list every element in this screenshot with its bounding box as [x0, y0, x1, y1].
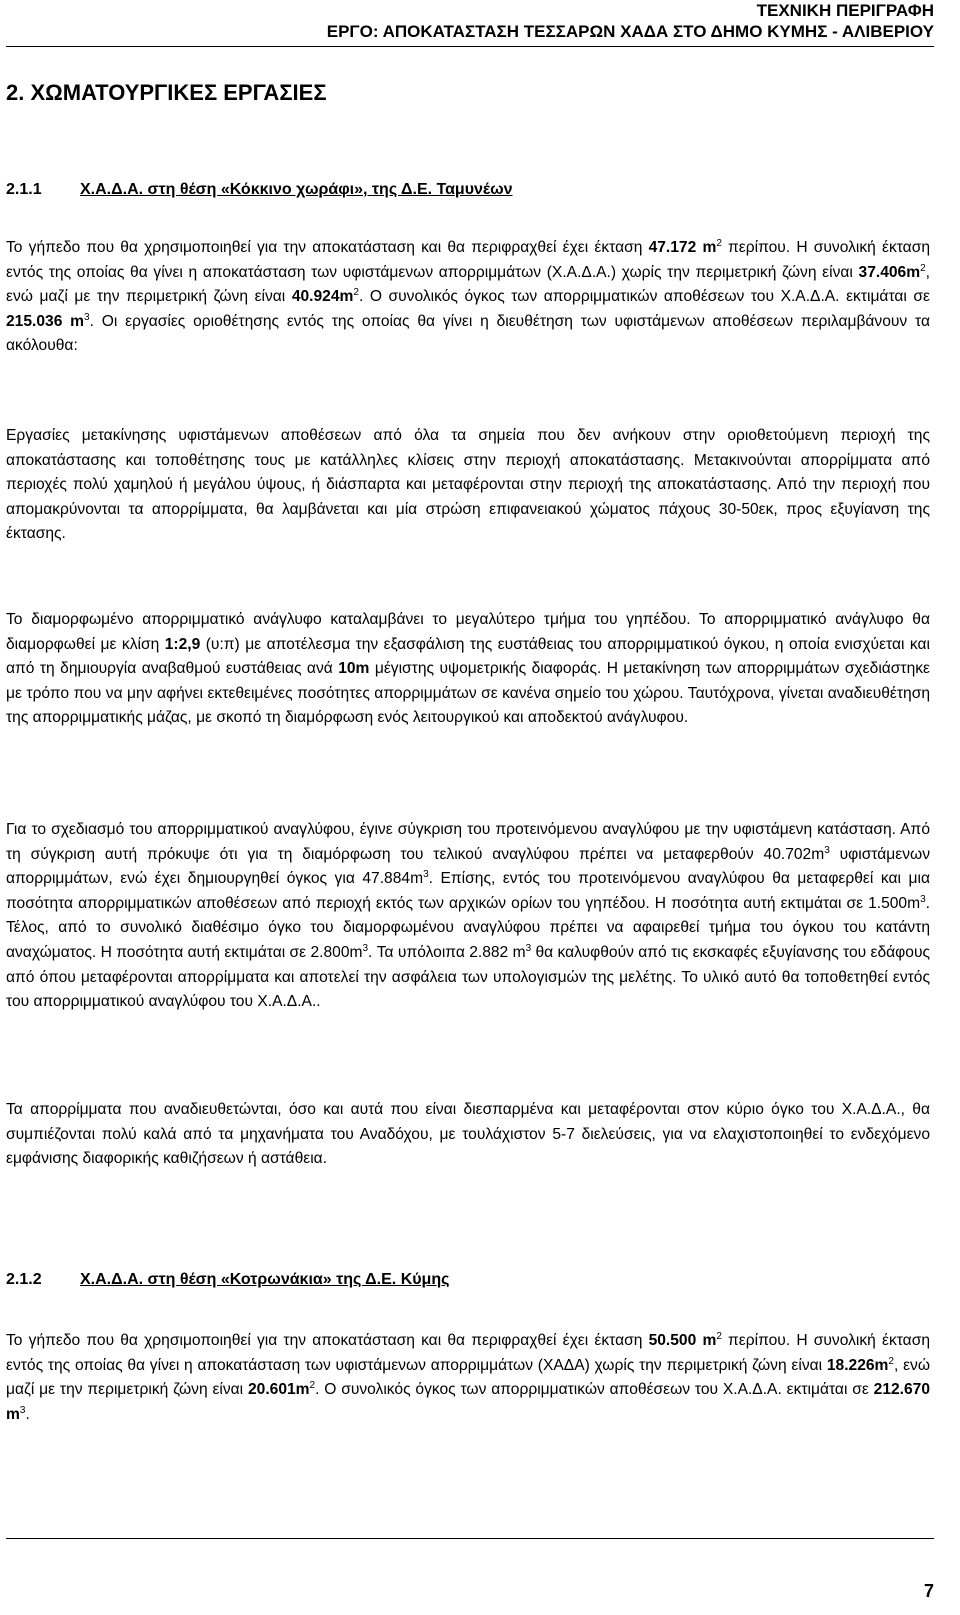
paragraph-site-area-2	[6, 1329, 930, 1427]
superscript: 2	[716, 238, 722, 249]
superscript: 3	[525, 942, 532, 954]
superscript: 2	[309, 1380, 316, 1392]
text-run: μέγιστης υψομετρικής διαφοράς. Η μετακίνηση των απορριμμάτων σχεδιάστηκε με τρόπο που να μην αφήνει εκτεθειμένες ποσότητες απορριμμάτων σε κανένα σημείο του χώρου. Ταυτόχρονα, γίνεται αναδιευθέτηση της απορριμματικής μάζας, με σκοπό τη διαμόρφωση ενός λειτουργικού και αποδεκτού ανάγλυφου.	[6, 660, 930, 727]
subsection-title: Χ.Α.Δ.Α. στη θέση «Κοτρωνάκια» της Δ.Ε. Κύμης	[80, 1271, 450, 1288]
text-run: περίπου. Η συνολική έκταση εντός της οποίας θα γίνει η αποκατάσταση των υφιστάμενων απορριμμάτων (ΧΑΔΑ) χωρίς την περιμετρική ζώνη είναι	[6, 1332, 930, 1374]
text-run: Το γήπεδο που θα χρησιμοποιηθεί για την αποκατάσταση και θα περιφραχθεί έχει έκταση	[6, 1332, 649, 1349]
area-value: 20.601m	[247, 1381, 310, 1399]
header-title: ΤΕΧΝΙΚΗ ΠΕΡΙΓΡΑΦΗ	[756, 1, 934, 20]
text-run: υφιστάμενων απορριμμάτων, ενώ έχει δημιουργηθεί όγκος για 47.884m	[6, 845, 930, 888]
text-run: , ενώ μαζί με την περιμετρική ζώνη είναι	[6, 263, 930, 306]
paragraph-site-area	[6, 236, 930, 359]
subsection-title: Χ.Α.Δ.Α. στη θέση «Κόκκινο χωράφι», της Δ.Ε. Ταμυνέων	[80, 181, 513, 198]
text-run: . Επίσης, εντός του προτεινόμενου αναγλύφου θα μεταφερθεί και μια ποσότητα απορριμματικών αποθέσεων από περιοχή εκτός των αρχικών ορίων του γηπέδου. Η ποσότητα αυτή εκτιμάται σε 1.500m	[6, 870, 930, 912]
footer-divider	[6, 1538, 934, 1539]
area-value: 40.924m	[291, 288, 354, 306]
subsection-heading-2-1-2	[6, 1270, 449, 1290]
paragraph-volume-comparison	[6, 818, 930, 1015]
area-value: 37.406m	[858, 263, 921, 281]
superscript: 2	[353, 287, 359, 299]
superscript: 3	[84, 311, 90, 323]
subsection-number: 2.1.2	[6, 1271, 42, 1288]
text-run: θα καλυφθούν από τις εκσκαφές εξυγίανσης του εδάφους από όπου μεταφέρονται απορρίμματα και αποτελεί την ασφάλεια των υπολογισμών της μελέτης. Το υλικό αυτό θα τοποθετηθεί εντός του απορριμματικού αναγλύφου του Χ.Α.Δ.Α..	[6, 943, 930, 1011]
superscript: 2	[920, 262, 926, 274]
page-header	[34, 0, 934, 42]
text-run: . Τέλος, από το συνολικό διαθέσιμο όγκο του διαμορφωμένου αναγλύφου πρέπει να αφαιρεθεί τμήμα του όγκου του κατάντη αναχώματος. Η ποσότητα αυτή εκτιμάται σε 2.800m	[6, 894, 930, 961]
text-run: περίπου. Η συνολική έκταση εντός της οποίας θα γίνει η αποκατάσταση των υφιστάμενων απορριμμάτων (Χ.Α.Δ.Α.) χωρίς την περιμετρική ζώνη είναι	[6, 239, 930, 281]
superscript: 3	[362, 942, 369, 954]
header-divider	[6, 46, 934, 47]
superscript: 2	[716, 1331, 722, 1342]
superscript: 3	[423, 869, 429, 881]
text-run: . Τα υπόλοιπα 2.882 m	[368, 943, 526, 961]
area-value: 47.172 m	[648, 239, 717, 256]
text-run: . Οι εργασίες οριοθέτησης εντός της οποίας θα γίνει η διευθέτηση των υφιστάμενων αποθέσεων περιλαμβάνουν τα ακόλουθα:	[6, 312, 930, 355]
text-run: Για το σχεδιασμό του απορριμματικού αναγλύφου, έγινε σύγκριση του προτεινόμενου αναγλύφου με την υφιστάμενη κατάσταση. Από τη σύγκριση αυτή πρόκυψε ότι για τη διαμόρφωση του τελικού αναγλύφου πρέπει να μεταφερθούν 40.702m	[6, 821, 930, 863]
header-project: ΕΡΓΟ: ΑΠΟΚΑΤΑΣΤΑΣΗ ΤΕΣΣΑΡΩΝ ΧΑΔΑ ΣΤΟ ΔΗΜΟ ΚΥΜΗΣ - ΑΛΙΒΕΡΙΟΥ	[326, 22, 934, 41]
area-value: 18.226m	[826, 1356, 889, 1374]
text-run: . Ο συνολικός όγκος των απορριμματικών αποθέσεων του Χ.Α.Δ.Α. εκτιμάται σε	[358, 288, 930, 306]
section-title: 2. ΧΩΜΑΤΟΥΡΓΙΚΕΣ ΕΡΓΑΣΙΕΣ	[6, 80, 327, 105]
slope-value: 1:2,9	[164, 635, 201, 653]
superscript: 3	[824, 844, 830, 856]
text-run: , ενώ μαζί με την περιμετρική ζώνη είναι	[6, 1356, 930, 1399]
text-run: .	[25, 1405, 30, 1423]
page-number: 7	[923, 1581, 934, 1601]
text-run: (υ:π) με αποτέλεσμα την εξασφάλιση της ευστάθειας του απορριμματικού όγκου, η οποία ενισχύεται και από τη δημιουργία αναβαθμού ευστάθειας ανά	[6, 635, 930, 678]
area-value: 50.500 m	[648, 1332, 717, 1349]
paragraph-compaction: Τα απορρίμματα που αναδιευθετώνται, όσο και αυτά που είναι διεσπαρμένα και μεταφέρονται στον κύριο όγκο του Χ.Α.Δ.Α., θα συμπιέζονται πολύ καλά από τα μηχανήματα του Αναδόχου, με τουλάχιστον 5-7 διελεύσεις, για να ελαχιστοποιηθεί το ενδεχόμενο εμφάνισης διαφορικής καθιζήσεων ή αστάθεια.	[6, 1101, 930, 1168]
text-run: Το γήπεδο που θα χρησιμοποιηθεί για την αποκατάσταση και θα περιφραχθεί έχει έκταση	[6, 239, 649, 256]
paragraph-relief-design	[6, 608, 930, 731]
volume-value: 212.670 m	[6, 1381, 931, 1423]
superscript: 3	[19, 1404, 26, 1416]
text-run: Το διαμορφωμένο απορριμματικό ανάγλυφο καταλαμβάνει το μεγαλύτερο τμήμα του γηπέδου. Το απορριμματικό ανάγλυφο θα διαμορφωθεί με κλίση	[6, 611, 930, 653]
subsection-heading-2-1-1	[6, 180, 513, 200]
superscript: 3	[920, 893, 926, 905]
subsection-number: 2.1.1	[6, 181, 42, 198]
volume-value: 215.036 m	[6, 312, 85, 330]
height-value: 10m	[338, 660, 370, 678]
superscript: 2	[888, 1355, 894, 1367]
paragraph-waste-relocation: Εργασίες μετακίνησης υφιστάμενων αποθέσεων από όλα τα σημεία που δεν ανήκουν στην οριοθετούμενη περιοχή της αποκατάστασης και τοποθέτησης τους με κατάλληλες κλίσεις στην περιοχή αποκατάστασης. Μετακινούνται απορρίμματα από περιοχές πολύ χαμηλού ή μεγάλου ύψους, ή διάσπαρτα και μεταφέρονται στην περιοχή της αποκατάστασης. Από την περιοχή που απομακρύνονται τα απορρίμματα, θα λαμβάνεται και μία στρώση επιφανειακού χώματος πάχους 30-50εκ, προς εξυγίανση της έκτασης.	[6, 427, 930, 543]
text-run: . Ο συνολικός όγκος των απορριμματικών αποθέσεων του Χ.Α.Δ.Α. εκτιμάται σε	[315, 1381, 874, 1399]
